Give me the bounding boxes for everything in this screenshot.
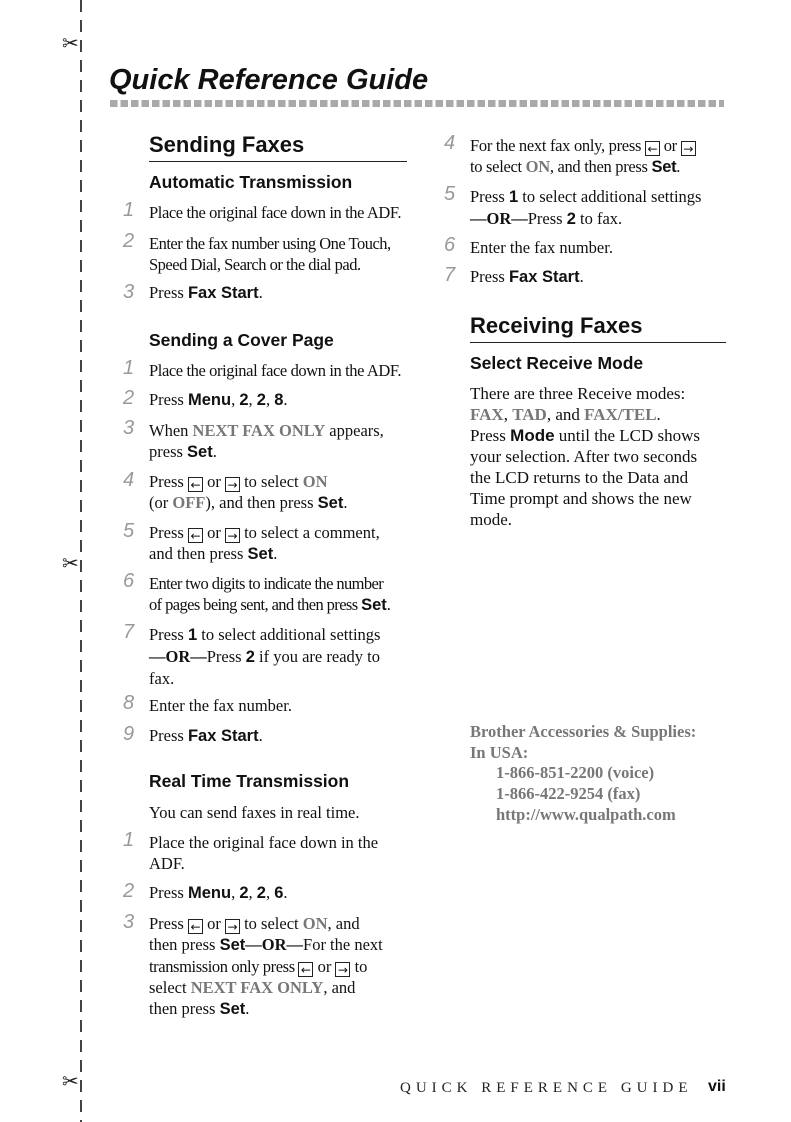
scissors-icon: ✂ [62, 31, 79, 55]
left-arrow-key-icon: ← [188, 477, 203, 492]
step-number: 4 [444, 132, 456, 154]
step-number: 1 [123, 199, 135, 221]
scissors-icon: ✂ [62, 551, 79, 575]
real-time-transmission-heading: Real Time Transmission [149, 771, 350, 791]
receiving-faxes-heading: Receiving Faxes [470, 313, 726, 343]
step-text: Press Menu, 2, 2, 6. [149, 883, 288, 902]
step-number: 4 [123, 469, 135, 491]
step-number: 2 [123, 387, 135, 409]
step-text: Enter the fax number. [149, 696, 292, 715]
step-text: Place the original face down in the ADF. [149, 203, 402, 222]
cover-page-heading: Sending a Cover Page [149, 330, 334, 350]
step-text: Press Fax Start. [470, 267, 584, 286]
step-text: Press 1 to select additional settings —OR—Press 2 if you are ready to fax. [149, 625, 381, 688]
accessories-title: Brother Accessories & Supplies: [470, 722, 697, 741]
real-time-intro: You can send faxes in real time. [149, 803, 360, 822]
step-number: 7 [123, 621, 135, 643]
right-arrow-key-icon: → [225, 919, 240, 934]
step-number: 6 [123, 570, 135, 592]
left-arrow-key-icon: ← [298, 962, 313, 977]
select-receive-mode-heading: Select Receive Mode [470, 353, 644, 373]
step-text: Press 1 to select additional settings —OR—Press 2 to fax. [470, 187, 702, 228]
step-text: For the next fax only, press ← or → to select ON, and then press Set. [470, 135, 696, 178]
page-title: Quick Reference Guide [109, 64, 429, 96]
right-arrow-key-icon: → [335, 962, 350, 977]
left-arrow-key-icon: ← [645, 141, 660, 156]
step-text: Place the original face down in the ADF. [149, 833, 379, 873]
cut-line [80, 0, 82, 1122]
step-number: 6 [444, 234, 456, 256]
automatic-transmission-heading: Automatic Transmission [149, 172, 353, 192]
footer-label: QUICK REFERENCE GUIDE [400, 1080, 693, 1096]
step-number: 1 [123, 829, 135, 851]
step-number: 5 [444, 183, 456, 205]
step-text: Press Fax Start. [149, 283, 263, 302]
right-arrow-key-icon: → [225, 477, 240, 492]
step-number: 8 [123, 692, 135, 714]
step-text: Enter two digits to indicate the number of pages being sent, and then press Set. [149, 574, 391, 614]
accessories-voice: 1-866-851-2200 (voice) [496, 763, 655, 782]
step-text: Press ← or → to select ON (or OFF), and then press Set. [149, 472, 348, 512]
step-number: 9 [123, 723, 135, 745]
step-text: Press ← or → to select ON, and then press Set—OR—For the next transmission only press ← or → to select NEXT FAX ONLY, and then press Set. [149, 914, 383, 1018]
step-text: Place the original face down in the ADF. [149, 361, 402, 380]
receive-mode-text: There are three Receive modes: FAX, TAD, and FAX/TEL. Press Mode until the LCD shows your selection. After two seconds the LCD returns to the Data and Time prompt and shows the new mode. [470, 384, 700, 529]
accessories-region: In USA: [470, 743, 529, 762]
page-number: vii [708, 1078, 726, 1095]
step-text: Press Menu, 2, 2, 8. [149, 390, 288, 409]
sending-faxes-heading: Sending Faxes [149, 132, 407, 162]
step-number: 7 [444, 264, 456, 286]
step-number: 3 [123, 911, 135, 933]
step-number: 2 [123, 880, 135, 902]
step-number: 1 [123, 357, 135, 379]
step-text: When NEXT FAX ONLY appears, press Set. [149, 421, 384, 461]
step-text: Press ← or → to select a comment, and then press Set. [149, 523, 380, 563]
step-text: Press Fax Start. [149, 726, 263, 745]
title-underline [110, 100, 724, 107]
left-arrow-key-icon: ← [188, 919, 203, 934]
step-number: 2 [123, 230, 135, 252]
right-arrow-key-icon: → [225, 528, 240, 543]
accessories-url[interactable]: http://www.qualpath.com [496, 805, 676, 824]
step-number: 3 [123, 281, 135, 303]
scissors-icon: ✂ [62, 1069, 79, 1093]
step-number: 3 [123, 417, 135, 439]
step-number: 5 [123, 520, 135, 542]
step-text: Enter the fax number. [470, 238, 613, 257]
right-arrow-key-icon: → [681, 141, 696, 156]
left-arrow-key-icon: ← [188, 528, 203, 543]
accessories-fax: 1-866-422-9254 (fax) [496, 784, 641, 803]
step-text: Enter the fax number using One Touch, Speed Dial, Search or the dial pad. [149, 234, 391, 274]
